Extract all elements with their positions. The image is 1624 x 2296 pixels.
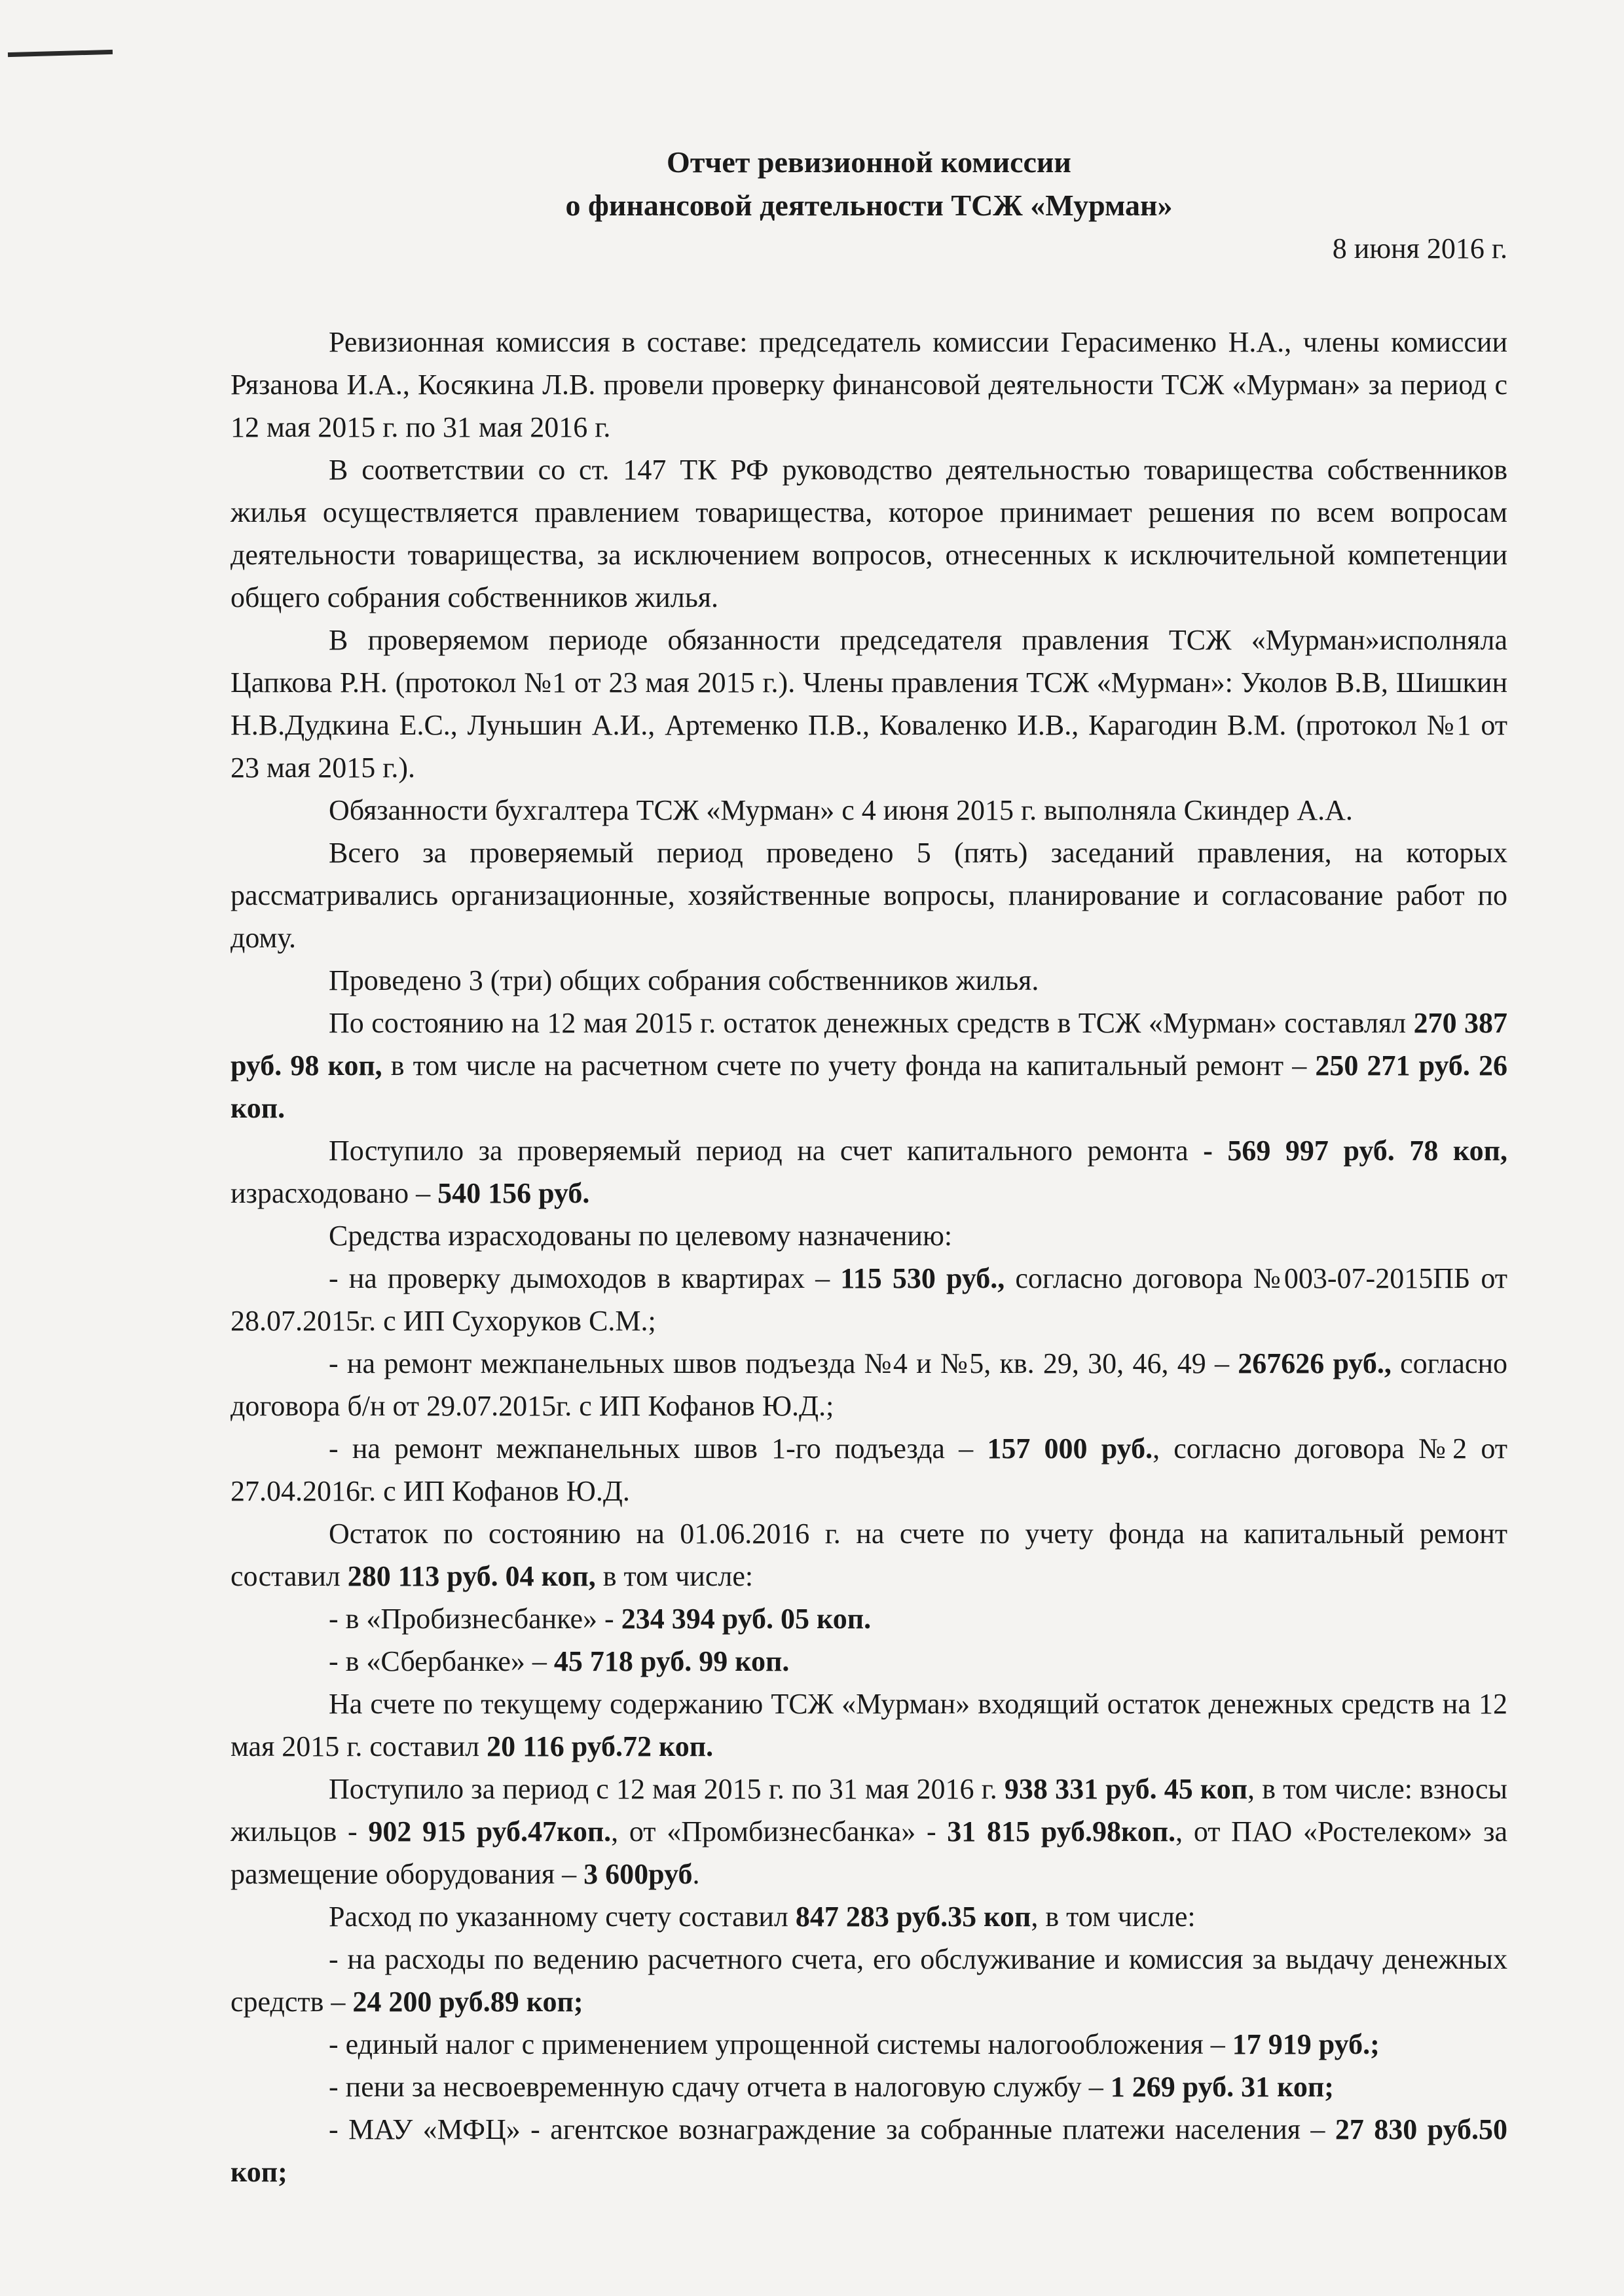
- amount: 20 116 руб.72 коп.: [487, 1730, 714, 1762]
- amount: 250 271 руб. 26 коп.: [231, 1049, 1508, 1124]
- title-line-1: Отчет ревизионной комиссии: [667, 145, 1071, 179]
- paragraph-opening-balance: [231, 1002, 1507, 1129]
- amount: 31 815 руб.98коп.: [947, 1815, 1176, 1848]
- amount: 17 919 руб.;: [1232, 2028, 1380, 2060]
- text: - на ремонт межпанельных швов 1-го подъезда –: [329, 1432, 987, 1465]
- amount: 115 530 руб.,: [840, 1262, 1005, 1294]
- list-item: [231, 2023, 1507, 2066]
- list-item: [231, 1342, 1507, 1427]
- paragraph-expenses: [231, 1895, 1507, 1938]
- list-item: [231, 1257, 1507, 1342]
- scan-edge-mark: [8, 50, 113, 57]
- text: , в том числе:: [1031, 1901, 1196, 1933]
- text: На счете по текущему содержанию ТСЖ «Мурман» входящий остаток денежных средств на 12 мая 2015 г. составил: [231, 1688, 1507, 1762]
- text: Поступило за проверяемый период на счет капитального ремонта: [329, 1135, 1204, 1167]
- amount: 234 394 руб. 05 коп.: [621, 1603, 872, 1635]
- text: Расход по указанному счету составил: [329, 1901, 796, 1933]
- text: , в том числе: взносы жильцов -: [231, 1773, 1507, 1848]
- list-item: [231, 1938, 1507, 2023]
- list-item: [231, 1427, 1507, 1512]
- paragraph-capital-repair: [231, 1129, 1507, 1214]
- text: , от «Промбизнесбанка» -: [611, 1815, 948, 1848]
- paragraph-management: В соответствии со ст. 147 ТК РФ руководство деятельностью товарищества собственников жилья осуществляется правлением товарищества, которое принимает решения по всем вопросам деятельности товарищества, за исключением вопросов, отнесенных к исключительной компетенции общего собрания собственников жилья.: [231, 454, 1507, 613]
- text: - МАУ «МФЦ» - агентское вознаграждение за собранные платежи населения –: [329, 2113, 1335, 2145]
- amount: 267626 руб.,: [1238, 1347, 1392, 1379]
- text: - пени за несвоевременную сдачу отчета в налоговую службу –: [329, 2071, 1111, 2103]
- text: , от ПАО «Ростелеком» за размещение оборудования –: [231, 1815, 1507, 1890]
- list-item: [231, 2108, 1507, 2193]
- amount: 24 200 руб.89 коп;: [352, 1986, 583, 2018]
- paragraph-closing-balance: [231, 1512, 1507, 1597]
- document-date: 8 июня 2016 г.: [1332, 232, 1507, 264]
- document-page: [231, 141, 1507, 2193]
- text: в том числе:: [595, 1560, 754, 1592]
- text: израсходовано –: [231, 1177, 438, 1209]
- paragraph-current-account: [231, 1683, 1507, 1768]
- text: - на расходы по ведению расчетного счета, его обслуживание и комиссия за выдачу денежных средств –: [231, 1943, 1507, 2018]
- amount: 270 387 руб. 98 коп,: [231, 1007, 1508, 1082]
- paragraph-income: [231, 1768, 1507, 1895]
- title-line-2: о финансовой деятельности ТСЖ «Мурман»: [565, 189, 1173, 222]
- text: - на проверку дымоходов в квартирах –: [329, 1262, 841, 1294]
- paragraph-board: В проверяемом периоде обязанности председателя правления ТСЖ «Мурман»исполняла Цапкова Р.Н. (протокол №1 от 23 мая 2015 г.). Члены правления ТСЖ «Мурман»: Уколов В.В, Шишкин Н.В.Дудкина Е.С., Луньшин А.И., Артеменко П.В., Коваленко И.В., Карагодин В.М. (протокол №1 от 23 мая 2015 г.).: [231, 624, 1507, 784]
- list-item: [231, 1597, 1507, 1640]
- amount: 27 830 руб.50 коп;: [231, 2113, 1507, 2188]
- list-item: [231, 2066, 1507, 2108]
- text: , согласно договора №2 от 27.04.2016г. с ИП Кофанов Ю.Д.: [231, 1432, 1508, 1507]
- paragraph-accountant: Обязанности бухгалтера ТСЖ «Мурман» с 4 июня 2015 г. выполняла Скиндер А.А.: [329, 794, 1353, 826]
- amount: 45 718 руб. 99 коп.: [553, 1645, 790, 1677]
- amount: 938 331 руб. 45 коп: [1004, 1773, 1248, 1805]
- paragraph-general-meetings: Проведено 3 (три) общих собрания собственников жилья.: [329, 964, 1039, 996]
- amount: 902 915 руб.47коп.: [368, 1815, 612, 1848]
- paragraph-commission: Ревизионная комиссия в составе: председатель комиссии Герасименко Н.А., члены комиссии Рязанова И.А., Косякина Л.В. провели проверку финансовой деятельности ТСЖ «Мурман» за период с 12 мая 2015 г. по 31 мая 2016 г.: [231, 326, 1507, 443]
- text: По состоянию на 12 мая 2015 г. остаток денежных средств в ТСЖ «Мурман» составлял: [329, 1007, 1414, 1039]
- text: - в «Пробизнесбанке» -: [329, 1603, 621, 1635]
- text: - единый налог с применением упрощенной системы налогообложения –: [329, 2028, 1232, 2060]
- text: - в «Сбербанке» –: [329, 1645, 554, 1677]
- amount: - 569 997 руб. 78 коп,: [1203, 1135, 1507, 1167]
- amount: 1 269 руб. 31 коп;: [1110, 2071, 1334, 2103]
- text: Поступило за период с 12 мая 2015 г. по 31 мая 2016 г.: [329, 1773, 1005, 1805]
- text: .: [692, 1858, 700, 1890]
- amount: 157 000 руб.: [987, 1432, 1153, 1465]
- amount: 280 113 руб. 04 коп,: [347, 1560, 596, 1592]
- text: согласно договора б/н от 29.07.2015г. с ИП Кофанов Ю.Д.;: [231, 1347, 1507, 1422]
- list-item: [231, 1640, 1507, 1683]
- amount: 847 283 руб.35 коп: [795, 1901, 1031, 1933]
- text: в том числе на расчетном счете по учету фонда на капитальный ремонт –: [382, 1049, 1316, 1082]
- amount: 540 156 руб.: [437, 1177, 590, 1209]
- text: - на ремонт межпанельных швов подъезда №4 и №5, кв. 29, 30, 46, 49 –: [329, 1347, 1238, 1379]
- text: согласно договора №003-07-2015ПБ от 28.07.2015г. с ИП Сухоруков С.М.;: [231, 1262, 1507, 1337]
- paragraph-meetings: Всего за проверяемый период проведено 5 (пять) заседаний правления, на которых рассматривались организационные, хозяйственные вопросы, планирование и согласование работ по дому.: [231, 837, 1507, 954]
- text: Остаток по состоянию на 01.06.2016 г. на счете по учету фонда на капитальный ремонт составил: [231, 1518, 1507, 1592]
- amount: 3 600руб: [583, 1858, 693, 1890]
- document-title: [231, 141, 1507, 227]
- paragraph-spent-intro: Средства израсходованы по целевому назначению:: [329, 1220, 953, 1252]
